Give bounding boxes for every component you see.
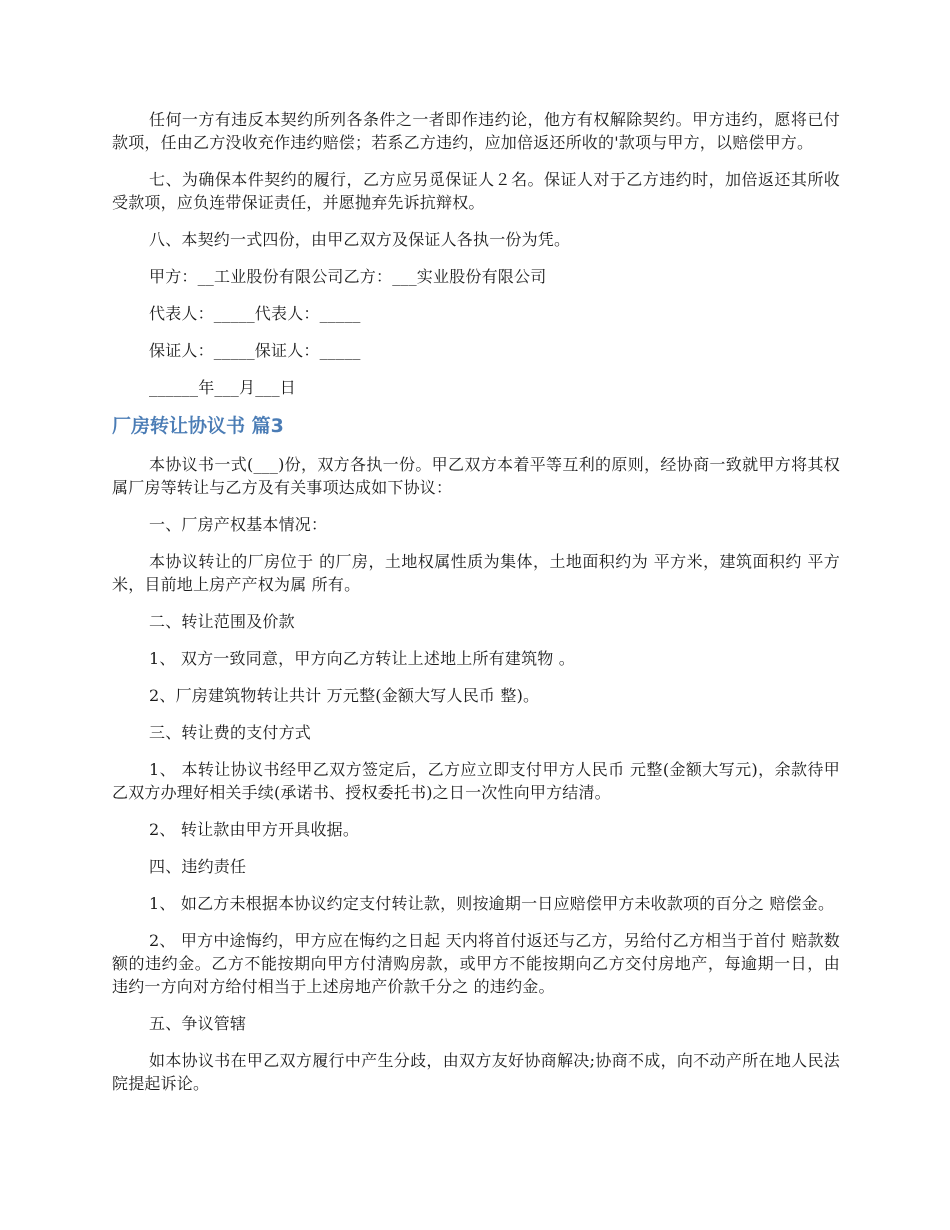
- document-page: [112, 108, 840, 1109]
- payment-item-1: 1、 本转让协议书经甲乙双方签定后，乙方应立即支付甲方人民币 元整(金额大写元)，余款待甲乙双方办理好相关手续(承诺书、授权委托书)之日一次性向甲方结清。: [112, 760, 840, 802]
- liability-item-1: 1、 如乙方未根据本协议约定支付转让款，则按逾期一日应赔偿甲方未收款项的百分之 赔偿金。: [149, 894, 835, 913]
- disputes-paragraph: 如本协议书在甲乙双方履行中产生分歧，由双方友好协商解决;协商不成，向不动产所在地人民法院提起诉论。: [112, 1051, 840, 1093]
- breach-clause-paragraph: 任何一方有违反本契约所列各条件之一者即作违约论，他方有权解除契约。甲方违约，愿将已付款项，任由乙方没收充作违约赔偿；若系乙方违约，应加倍返还所收的'款项与甲方，以赔偿甲方。: [112, 110, 840, 152]
- agreement-body-section: [112, 453, 840, 1095]
- property-info-paragraph: 本协议转让的厂房位于 的厂房，土地权属性质为集体，土地面积约为 平方米，建筑面积约 平方米，目前地上房产产权为属 所有。: [112, 552, 840, 594]
- payment-item-2: 2、 转让款由甲方开具收据。: [149, 820, 360, 839]
- section-heading: 厂房转让协议书 篇3: [112, 415, 284, 437]
- parties-line: 甲方：__工业股份有限公司乙方：___实业股份有限公司: [149, 267, 547, 286]
- clause-heading-disputes: 五、争议管辖: [149, 1014, 247, 1033]
- representatives-line: 代表人：_____代表人：_____: [149, 304, 361, 323]
- clause-heading-property-info: 一、厂房产权基本情况：: [149, 515, 328, 534]
- copies-clause-paragraph: 八、本契约一式四份，由甲乙双方及保证人各执一份为凭。: [149, 230, 571, 249]
- guarantors-line: 保证人：_____保证人：_____: [149, 341, 361, 360]
- clause-heading-scope-price: 二、转让范围及价款: [149, 612, 295, 631]
- scope-item-1: 1、 双方一致同意，甲方向乙方转让上述地上所有建筑物 。: [149, 649, 575, 668]
- guarantor-clause-paragraph: 七、为确保本件契约的履行，乙方应另觅保证人２名。保证人对于乙方违约时，加倍返还其所收受款项，应负连带保证责任，并愿抛弃先诉抗辩权。: [112, 170, 840, 212]
- date-line: ______年___月___日: [149, 378, 297, 397]
- contract-clauses-section: [112, 108, 840, 399]
- clause-heading-payment: 三、转让费的支付方式: [149, 723, 312, 742]
- liability-item-2: 2、 甲方中途悔约，甲方应在悔约之日起 天内将首付返还与乙方，另给付乙方相当于首付 赔款数额的违约金。乙方不能按期向甲方付清购房款，或甲方不能按期向乙方交付房地产，每逾期一日，由违约一方向对方给付相当于上述房地产价款千分之 的违约金。: [112, 931, 840, 996]
- clause-heading-liability: 四、违约责任: [149, 857, 247, 876]
- intro-paragraph: 本协议书一式(___)份，双方各执一份。甲乙双方本着平等互利的原则，经协商一致就甲方将其权属厂房等转让与乙方及有关事项达成如下协议：: [112, 455, 840, 497]
- scope-item-2: 2、厂房建筑物转让共计 万元整(金额大写人民币 整)。: [149, 686, 540, 705]
